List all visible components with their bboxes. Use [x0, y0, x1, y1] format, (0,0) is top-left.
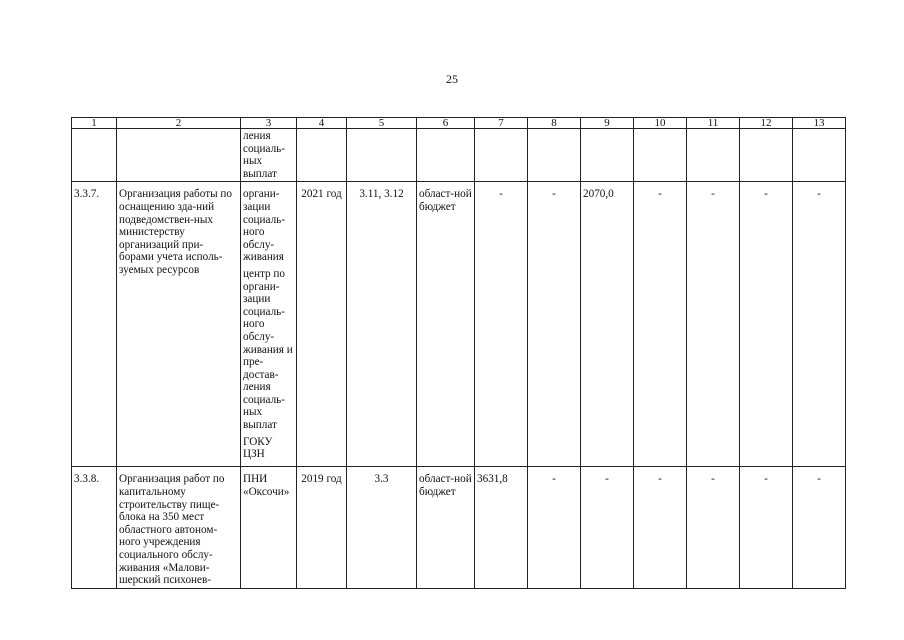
value-cell: 2070,0: [581, 182, 634, 467]
value-cell: -: [687, 182, 740, 467]
funding-source: област-ной бюджет: [417, 182, 475, 467]
column-number: 7: [475, 118, 528, 129]
executors-cell: [241, 182, 297, 467]
value-cell: 3631,8: [475, 467, 528, 589]
cell-empty: [581, 129, 634, 182]
column-number: 10: [634, 118, 687, 129]
executor-1: органи-зации социаль-ного обслу-живания: [243, 188, 286, 264]
table-row: [72, 467, 846, 589]
page-number: 25: [446, 72, 458, 86]
cell-empty: [347, 129, 417, 182]
cell-empty: [793, 129, 846, 182]
value-cell: -: [793, 182, 846, 467]
indicators-cell: 3.11, 3.12: [347, 182, 417, 467]
executor-1: ПНИ «Оксочи»: [241, 467, 297, 589]
column-number: 13: [793, 118, 846, 129]
value-cell: -: [634, 467, 687, 589]
value-cell: -: [740, 467, 793, 589]
cell-empty: [634, 129, 687, 182]
value-cell: -: [740, 182, 793, 467]
column-number: 12: [740, 118, 793, 129]
continuation-row: [72, 129, 846, 182]
value-cell: -: [687, 467, 740, 589]
value-cell: -: [528, 467, 581, 589]
year-cell: 2021 год: [297, 182, 347, 467]
column-number: 4: [297, 118, 347, 129]
item-number: 3.3.7.: [72, 182, 117, 467]
cell-empty: [740, 129, 793, 182]
indicators-cell: 3.3: [347, 467, 417, 589]
column-number: 9: [581, 118, 634, 129]
column-number: 2: [117, 118, 241, 129]
value-cell: -: [793, 467, 846, 589]
cell-empty: [297, 129, 347, 182]
column-number: 5: [347, 118, 417, 129]
cell-empty: [72, 129, 117, 182]
column-number: 6: [417, 118, 475, 129]
cell-empty: [475, 129, 528, 182]
cell-empty: [117, 129, 241, 182]
executor-3: ГОКУ ЦЗН: [243, 435, 273, 461]
value-cell: -: [528, 182, 581, 467]
table-row: [72, 182, 846, 467]
column-number: 1: [72, 118, 117, 129]
cell-empty: [528, 129, 581, 182]
column-number: 8: [528, 118, 581, 129]
activity-description: Организация работы по оснащению зда-ний подведомствен-ных министерству организаций при-борами учета исполь-зуемых ресурсов: [117, 182, 241, 467]
activities-table: [71, 117, 846, 589]
cell-empty: [687, 129, 740, 182]
column-number: 3: [241, 118, 297, 129]
value-cell: -: [581, 467, 634, 589]
column-number-row: [72, 118, 846, 129]
column-number: 11: [687, 118, 740, 129]
funding-source: област-ной бюджет: [417, 467, 475, 589]
executor-2: центр по органи-зации социаль-ного обслу-живания и пре-достав-ления социаль-ных выплат: [243, 267, 293, 432]
activity-description: Организация работ по капитальному строительству пище-блока на 350 мест областного автоном-ного учреждения социального обслу-живания «Малови-шерский психонев-: [117, 467, 241, 589]
value-cell: -: [475, 182, 528, 467]
item-number: 3.3.8.: [72, 467, 117, 589]
year-cell: 2019 год: [297, 467, 347, 589]
executor-continuation: ления социаль-ных выплат: [241, 129, 297, 182]
value-cell: -: [634, 182, 687, 467]
cell-empty: [417, 129, 475, 182]
